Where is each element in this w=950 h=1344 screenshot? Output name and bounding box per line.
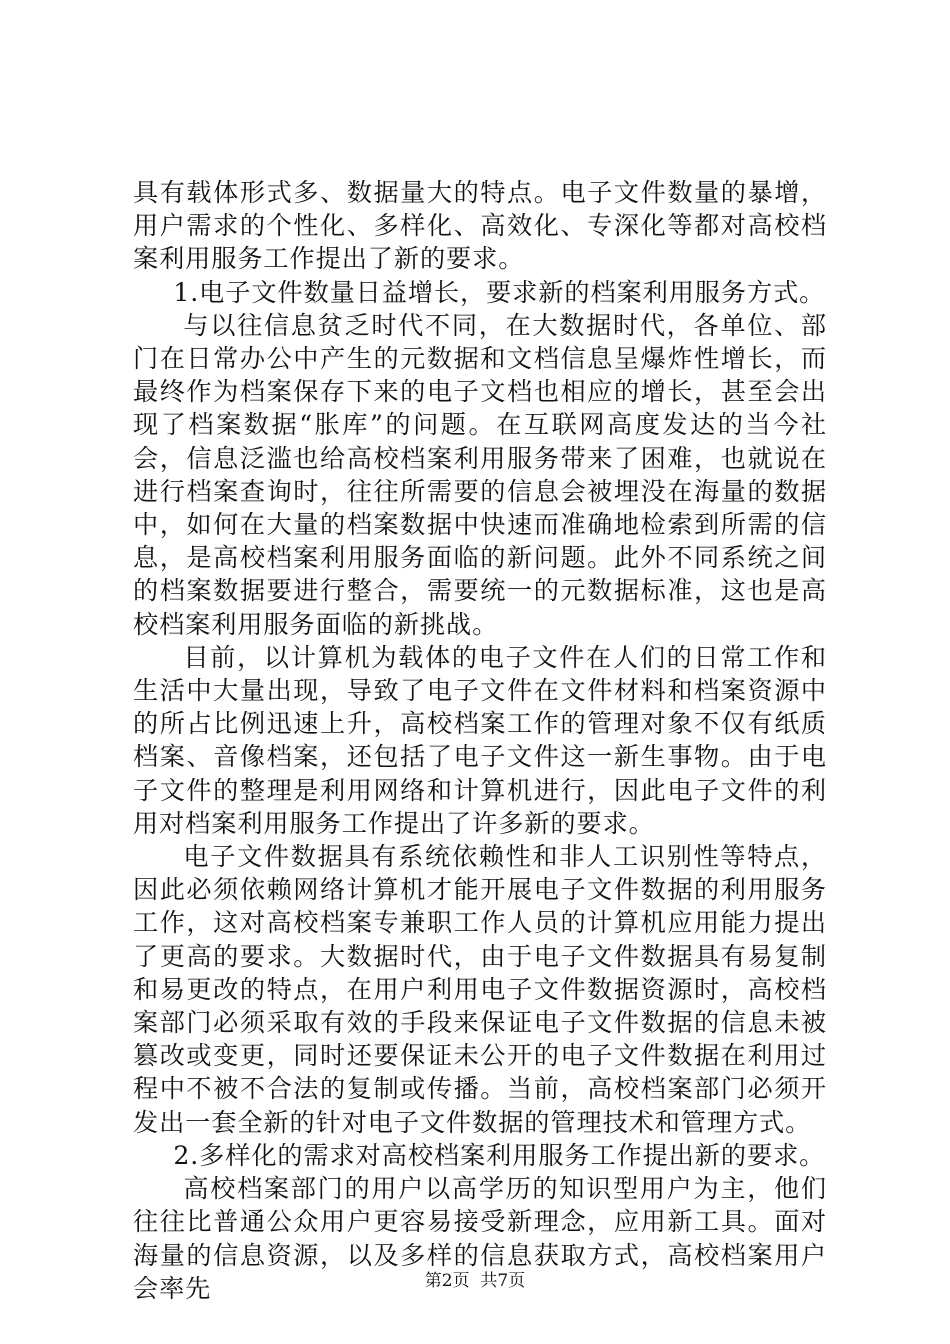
paragraph-4: 电子文件数据具有系统依赖性和非人工识别性等特点，因此必须依赖网络计算机才能开展电子文件数据的利用服务工作，这对高校档案专兼职工作人员的计算机应用能力提出了更高的要求。大数据时代，由于电子文件数据具有易复制和易更改的特点，在用户利用电子文件数据资源时，高校档案部门必须采取有效的手段来保证电子文件数据的信息未被篡改或变更，同时还要保证未公开的电子文件数据在利用过程中不被不合法的复制或传播。当前，高校档案部门必须开发出一套全新的针对电子文件数据的管理技术和管理方式。 xyxy=(133,842,827,1137)
paragraph-3: 目前，以计算机为载体的电子文件在人们的日常工作和生活中大量出现，导致了电子文件在文件材料和档案资源中的所占比例迅速上升，高校档案工作的管理对象不仅有纸质档案、音像档案，还包括了电子文件这一新生事物。由于电子文件的整理是利用网络和计算机进行，因此电子文件的利用对档案利用服务工作提出了许多新的要求。 xyxy=(133,642,827,838)
page-number-label: 第2页 共7页 xyxy=(424,1271,526,1291)
page-footer xyxy=(0,1270,950,1292)
section-heading-2: 2.多样化的需求对高校档案利用服务工作提出新的要求。 xyxy=(173,1140,826,1170)
section-heading-1: 1.电子文件数量日益增长，要求新的档案利用服务方式。 xyxy=(173,277,826,307)
paragraph-2: 与以往信息贫乏时代不同，在大数据时代，各单位、部门在日常办公中产生的元数据和文档信息呈爆炸性增长，而最终作为档案保存下来的电子文档也相应的增长，甚至会出现了档案数据“胀库”的问题。在互联网高度发达的当今社会，信息泛滥也给高校档案利用服务带来了困难，也就说在进行档案查询时，往往所需要的信息会被埋没在海量的数据中，如何在大量的档案数据中快速而准确地检索到所需的信息，是高校档案利用服务面临的新问题。此外不同系统之间的档案数据要进行整合，需要统一的元数据标准，这也是高校档案利用服务面临的新挑战。 xyxy=(133,310,827,639)
paragraph-5: 高校档案部门的用户以高学历的知识型用户为主，他们往往比普通公众用户更容易接受新理念，应用新工具。面对海量的信息资源，以及多样的信息获取方式，高校档案用户会率先 xyxy=(133,1174,827,1303)
paragraph-1: 具有载体形式多、数据量大的特点。电子文件数量的暴增，用户需求的个性化、多样化、高效化、专深化等都对高校档案利用服务工作提出了新的要求。 xyxy=(133,178,827,274)
document-body xyxy=(133,176,827,1305)
